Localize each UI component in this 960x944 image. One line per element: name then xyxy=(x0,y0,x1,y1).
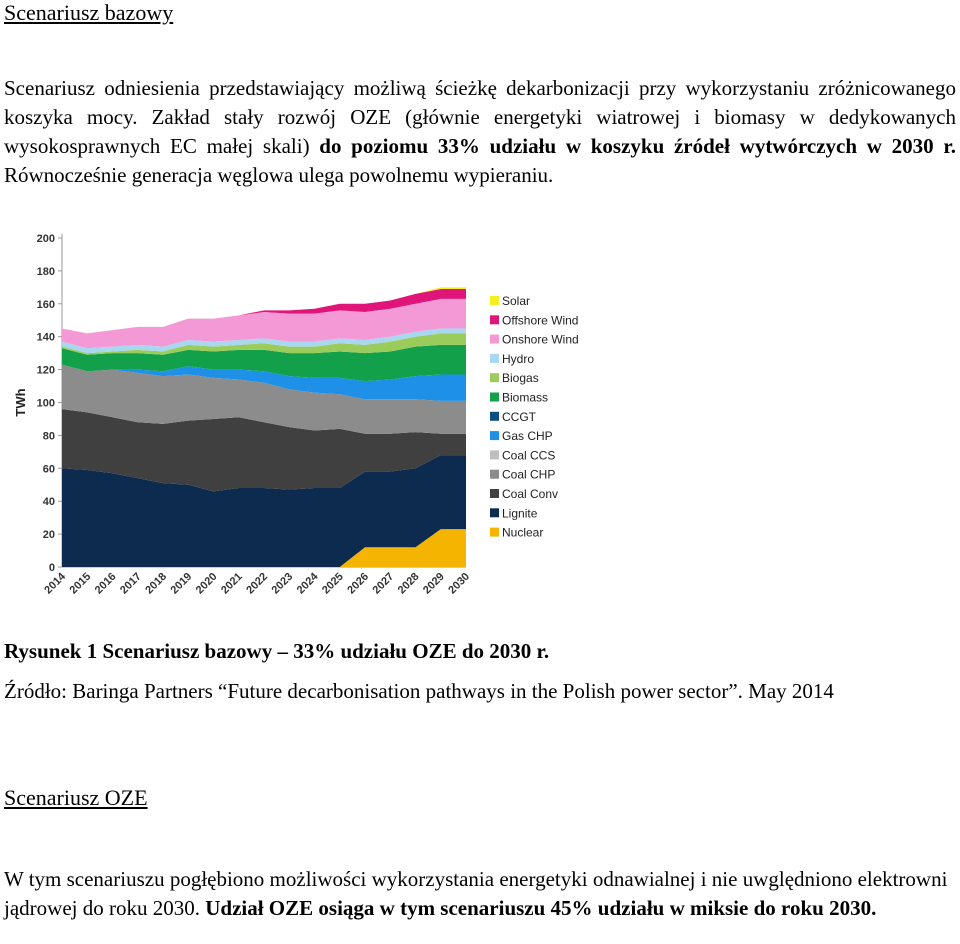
legend-swatch-gas-chp xyxy=(490,431,499,440)
oze-description xyxy=(4,865,956,923)
x-tick-label: 2017 xyxy=(118,570,144,597)
figure-caption xyxy=(4,639,549,664)
y-tick-label: 80 xyxy=(42,430,55,443)
baseline-text-2: Równocześnie generacja węglowa ulega powolnemu wypieraniu. xyxy=(4,163,554,187)
x-tick-label: 2029 xyxy=(421,570,447,597)
x-tick-label: 2026 xyxy=(345,570,372,597)
legend-label-hydro: Hydro xyxy=(502,351,535,366)
x-tick-label: 2028 xyxy=(395,570,422,597)
legend-label-biogas: Biogas xyxy=(502,371,539,386)
generation-mix-chart xyxy=(0,228,600,606)
legend-label-gas-chp: Gas CHP xyxy=(502,429,553,444)
y-tick-label: 60 xyxy=(42,463,55,476)
section-heading-baseline: Scenariusz bazowy xyxy=(4,0,174,25)
legend-swatch-coal-chp xyxy=(490,470,499,479)
y-tick-label: 160 xyxy=(36,298,55,311)
x-tick-label: 2027 xyxy=(370,570,397,597)
legend-label-nuclear: Nuclear xyxy=(502,525,544,540)
baseline-text-bold: do poziomu 33% udziału w koszyku źródeł wytwórczych w 2030 r. xyxy=(319,134,956,158)
legend-swatch-ccgt xyxy=(490,412,499,421)
legend-label-lignite: Lignite xyxy=(502,506,538,521)
x-tick-label: 2015 xyxy=(67,570,94,597)
y-tick-label: 120 xyxy=(36,364,55,377)
x-tick-label: 2019 xyxy=(168,570,195,597)
figure-caption-text: Rysunek 1 Scenariusz bazowy – 33% udziału OZE do 2030 r. xyxy=(4,639,550,663)
legend-swatch-hydro xyxy=(490,354,499,363)
legend-swatch-biomass xyxy=(490,393,499,402)
baseline-text-1: Scenariusz odniesienia przedstawiający możliwą ścieżkę dekarbonizacji przy wykorzystaniu zróżnicowanego koszyka mocy. Zakład stały rozwój OZE (głównie energetyki wiatrowej i biomasy w dedykowanych wysokosprawnych EC małej skali) xyxy=(4,76,956,158)
x-tick-label: 2021 xyxy=(219,570,245,597)
legend-swatch-coal-conv xyxy=(490,489,499,498)
legend-label-coal-conv: Coal Conv xyxy=(502,487,559,501)
legend-swatch-solar xyxy=(490,296,499,305)
legend-label-ccgt: CCGT xyxy=(502,409,536,424)
legend-label-onshore-wind: Onshore Wind xyxy=(502,332,579,347)
x-tick-label: 2025 xyxy=(320,570,346,597)
x-tick-label: 2016 xyxy=(92,570,119,597)
x-tick-label: 2014 xyxy=(42,570,69,597)
legend-label-solar: Solar xyxy=(502,294,531,308)
y-tick-label: 140 xyxy=(36,331,55,344)
legend-label-offshore-wind: Offshore Wind xyxy=(502,313,579,328)
y-tick-label: 20 xyxy=(42,529,55,542)
y-tick-label: 100 xyxy=(36,397,55,410)
x-tick-label: 2024 xyxy=(294,570,321,597)
y-tick-label: 40 xyxy=(42,496,55,509)
legend-swatch-biogas xyxy=(490,373,499,382)
figure-source: Źródło: Baringa Partners “Future decarbonisation pathways in the Polish power sector”. May 2014 xyxy=(4,679,834,703)
legend-label-coal-chp: Coal CHP xyxy=(502,467,556,482)
legend-swatch-lignite xyxy=(490,508,499,517)
legend-swatch-nuclear xyxy=(490,528,499,537)
x-tick-label: 2023 xyxy=(269,570,296,597)
legend-label-biomass: Biomass xyxy=(502,390,549,405)
oze-text-bold: Udział OZE osiąga w tym scenariuszu 45% udziału w miksie do roku 2030. xyxy=(205,896,877,920)
legend-label-coal-ccs: Coal CCS xyxy=(502,448,556,463)
section-heading-oze: Scenariusz OZE xyxy=(4,785,148,810)
legend-swatch-coal-ccs xyxy=(490,450,499,459)
x-tick-label: 2018 xyxy=(143,570,170,597)
x-tick-label: 2022 xyxy=(244,570,271,597)
y-axis-label: TWh xyxy=(13,388,28,417)
baseline-description xyxy=(4,74,956,190)
oze-text-1: W tym scenariuszu pogłębiono możliwości wykorzystania energetyki odnawialnej i nie uwględniono elektrowni jądrowej do roku 2030. xyxy=(4,867,948,920)
y-tick-label: 0 xyxy=(48,562,55,574)
x-tick-label: 2020 xyxy=(193,570,220,597)
legend-swatch-onshore-wind xyxy=(490,335,499,344)
y-tick-label: 180 xyxy=(36,265,55,278)
x-tick-label: 2030 xyxy=(446,570,473,597)
y-tick-label: 200 xyxy=(36,233,55,245)
legend-swatch-offshore-wind xyxy=(490,315,499,324)
